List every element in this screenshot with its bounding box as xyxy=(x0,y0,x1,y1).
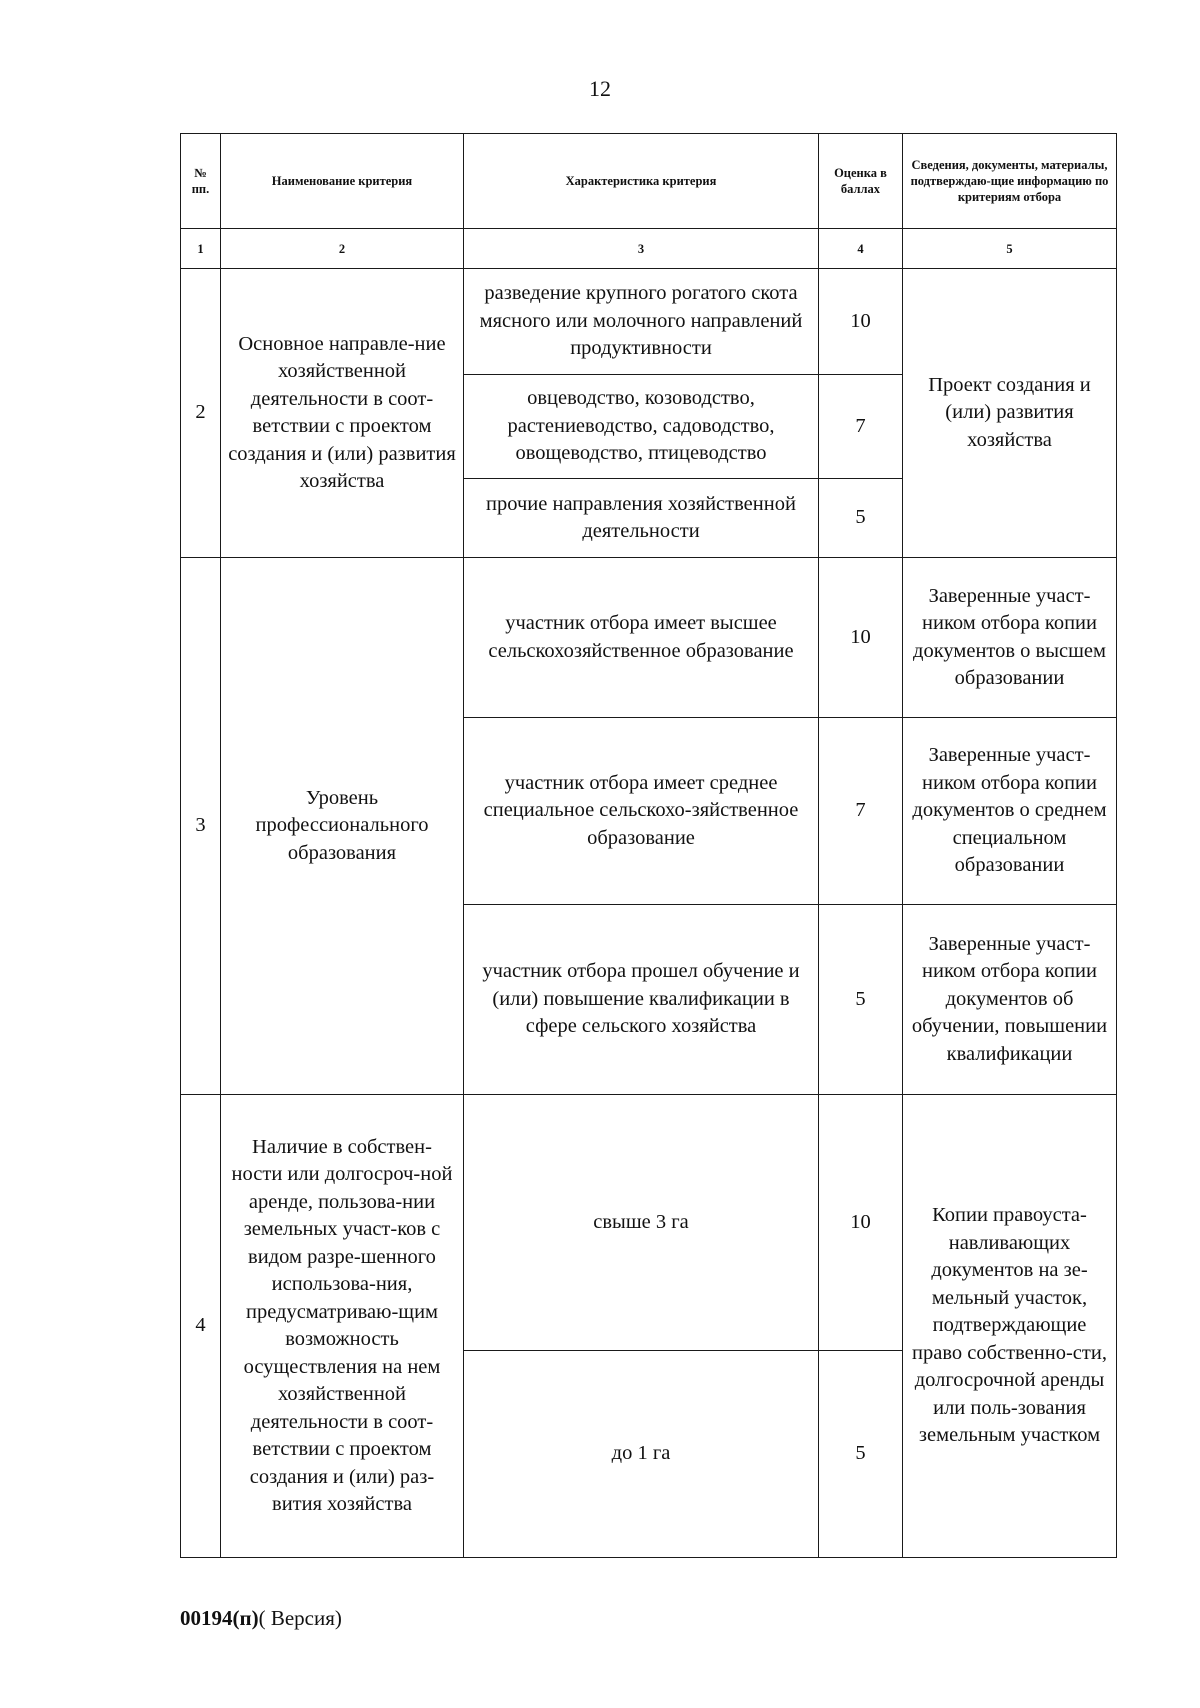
criterion-name: Наличие в собствен-ности или долгосроч-ной аренде, пользова-нии земельных участ-ков с видом разре-шенного использова-ния, предусматриваю-щим возможность осуществления на нем хозяйственной деятельности в соот-ветствии с проектом создания и (или) раз-вития хозяйства xyxy=(221,1095,464,1558)
criterion-documents: Заверенные участ-ником отбора копии документов о среднем специальном образовании xyxy=(903,718,1117,905)
criterion-score: 5 xyxy=(819,1351,903,1558)
criterion-score: 5 xyxy=(819,905,903,1095)
criterion-score: 5 xyxy=(819,479,903,558)
criterion-score: 10 xyxy=(819,1095,903,1351)
criterion-documents: Проект создания и (или) развития хозяйства xyxy=(903,269,1117,558)
criterion-name: Уровень профессионального образования xyxy=(221,558,464,1095)
column-number: 5 xyxy=(903,229,1117,269)
column-number-row xyxy=(181,229,1117,269)
header-documents: Сведения, документы, материалы, подтверждаю-щие информацию по критериям отбора xyxy=(903,134,1117,229)
header-name: Наименование критерия xyxy=(221,134,464,229)
criterion-characteristic: свыше 3 га xyxy=(464,1095,819,1351)
criteria-table xyxy=(180,133,1117,1558)
criterion-characteristic: разведение крупного рогатого скота мясного или молочного направлений продуктивности xyxy=(464,269,819,375)
criterion-characteristic: участник отбора прошел обучение и (или) повышение квалификации в сфере сельского хозяйства xyxy=(464,905,819,1095)
criterion-characteristic: участник отбора имеет среднее специальное сельскохо-зяйственное образование xyxy=(464,718,819,905)
criterion-number: 3 xyxy=(181,558,221,1095)
criterion-score: 7 xyxy=(819,718,903,905)
criterion-name: Основное направле-ние хозяйственной деятельности в соот-ветствии с проектом создания и (или) развития хозяйства xyxy=(221,269,464,558)
criterion-characteristic: участник отбора имеет высшее сельскохозяйственное образование xyxy=(464,558,819,718)
column-number: 3 xyxy=(464,229,819,269)
table-row xyxy=(181,269,1117,375)
criterion-score: 10 xyxy=(819,558,903,718)
criterion-score: 7 xyxy=(819,375,903,479)
criterion-score: 10 xyxy=(819,269,903,375)
header-row xyxy=(181,134,1117,229)
column-number: 2 xyxy=(221,229,464,269)
criterion-characteristic: прочие направления хозяйственной деятельности xyxy=(464,479,819,558)
table-row xyxy=(181,1095,1117,1351)
criterion-documents: Копии правоуста-навливающих документов на зе-мельный участок, подтверждающие право собственно-сти, долгосрочной аренды или поль-зования земельным участком xyxy=(903,1095,1117,1558)
header-score: Оценка в баллах xyxy=(819,134,903,229)
document-version: ( Версия) xyxy=(258,1606,342,1630)
criterion-characteristic: до 1 га xyxy=(464,1351,819,1558)
criterion-characteristic: овцеводство, козоводство, растениеводство, садоводство, овощеводство, птицеводство xyxy=(464,375,819,479)
header-num: № пп. xyxy=(181,134,221,229)
table-row xyxy=(181,558,1117,718)
criterion-number: 4 xyxy=(181,1095,221,1558)
document-code: 00194(п) xyxy=(180,1606,259,1630)
criterion-documents: Заверенные участ-ником отбора копии документов об обучении, повышении квалификации xyxy=(903,905,1117,1095)
document-footer xyxy=(180,1605,342,1631)
column-number: 4 xyxy=(819,229,903,269)
page-number: 12 xyxy=(589,76,611,101)
header-characteristic: Характеристика критерия xyxy=(464,134,819,229)
criterion-documents: Заверенные участ-ником отбора копии документов о высшем образовании xyxy=(903,558,1117,718)
column-number: 1 xyxy=(181,229,221,269)
criterion-number: 2 xyxy=(181,269,221,558)
